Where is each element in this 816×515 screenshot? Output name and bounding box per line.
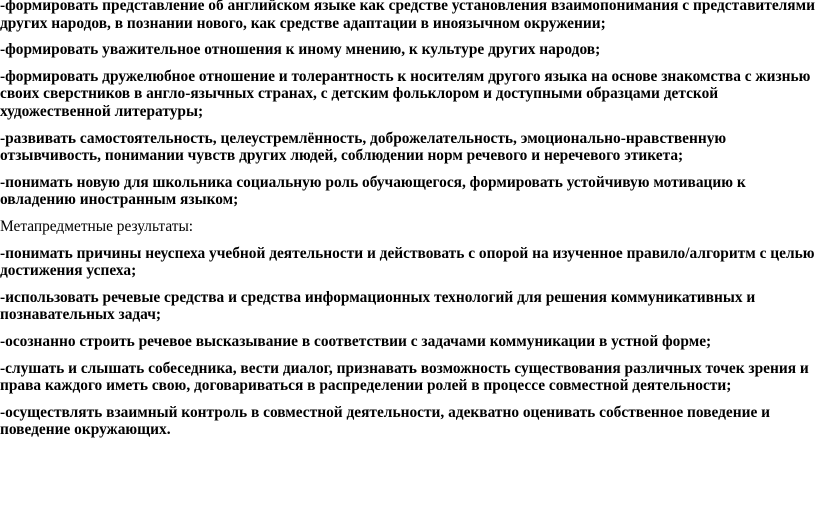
paragraph-goal-5: -понимать новую для школьника социальную роль обучающегося, формировать устойчивую мотивацию к овладению иностранным языком;: [0, 173, 746, 209]
paragraph-result-1: -понимать причины неуспеха учебной деятельности и действовать с опорой на изученное правило/алгоритм с целью достижения успеха;: [0, 244, 815, 280]
paragraph-result-3: -осознанно строить речевое высказывание в соответствии с задачами коммуникации в устной форме;: [0, 332, 712, 350]
paragraph-result-5: -осуществлять взаимный контроль в совместной деятельности, адекватно оценивать собственное поведение и поведение окружающих.: [0, 403, 771, 439]
paragraph-goal-3: -формировать дружелюбное отношение и толерантность к носителям другого языка на основе знакомства с жизнью своих сверстников в англо-язычных странах, с детским фольклором и доступными образцами детской художественной литературы;: [0, 67, 811, 120]
paragraph-result-4: -слушать и слышать собеседника, вести диалог, признавать возможность существования различных точек зрения и права каждого иметь свою, договариваться в распределении ролей в процессе совместной деятельности;: [0, 359, 809, 395]
paragraph-goal-1: -формировать представление об английском языке как средстве установления взаимопонимания с представителями других народов, в познании нового, как средстве адаптации в иноязычном окружении;: [0, 0, 815, 32]
section-heading-metasubject-results: Метапредметные результаты:: [0, 217, 194, 235]
paragraph-result-2: -использовать речевые средства и средства информационных технологий для решения коммуникативных и познавательных задач;: [0, 288, 756, 324]
paragraph-goal-2: -формировать уважительное отношения к иному мнению, к культуре других народов;: [0, 41, 601, 59]
paragraph-goal-4: -развивать самостоятельность, целеустремлённость, доброжелательность, эмоционально-нравственную отзывчивость, понимании чувств других людей, соблюдении норм речевого и неречевого этикета;: [0, 129, 727, 165]
